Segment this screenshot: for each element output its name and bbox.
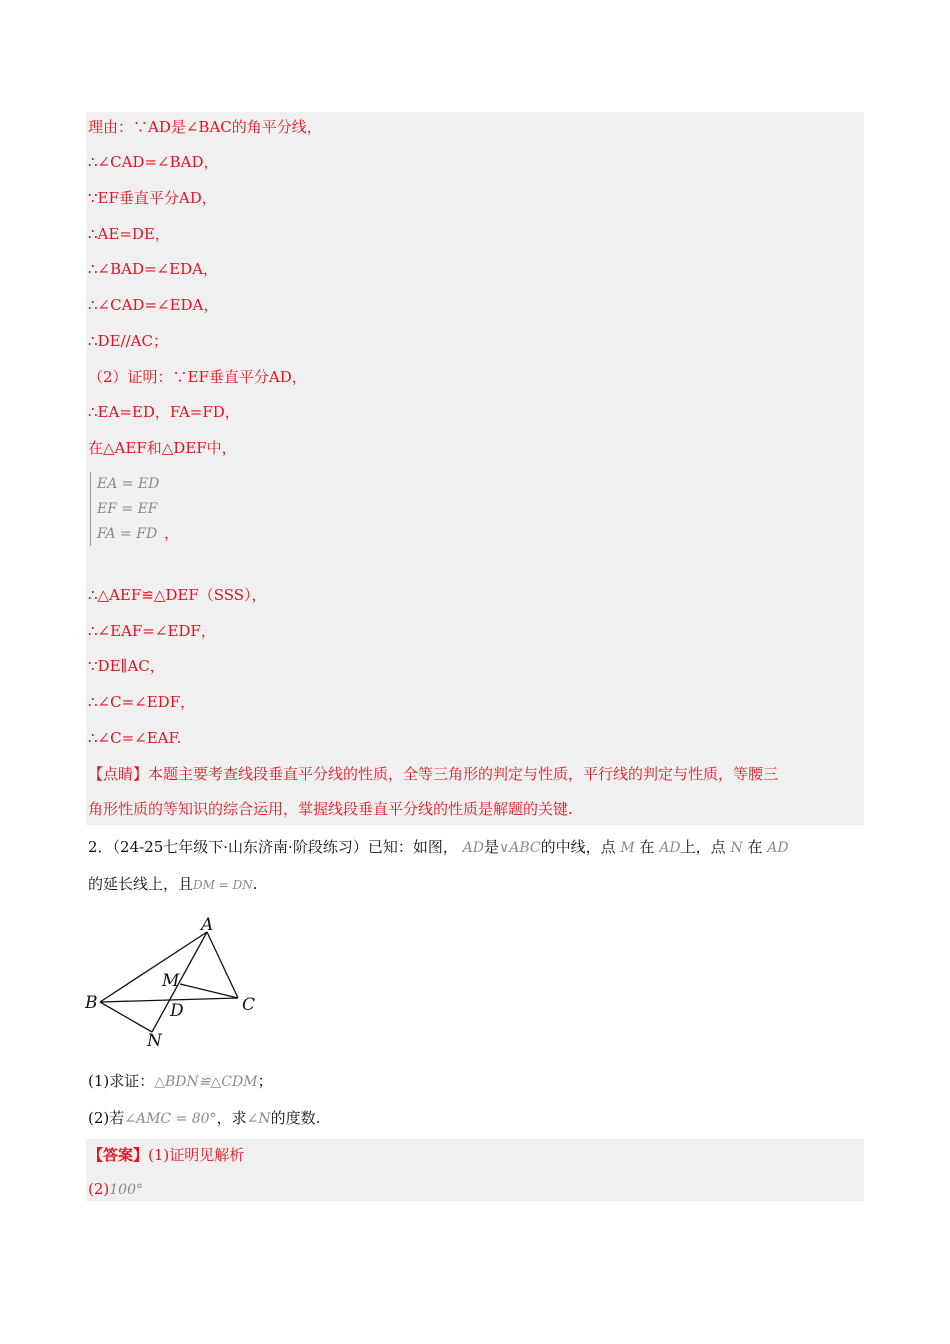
text: 是 [483,838,499,856]
segment-mc [180,984,238,998]
solution-line: ∴AE=DE， [88,225,170,243]
solution-line: ∴△AEF≌△DEF（SSS）， [88,586,267,604]
math-m: M [620,840,635,856]
part-2 [88,1108,320,1129]
solution-line: 理由：∵AD是∠BAC的角平分线， [88,118,322,136]
math-ad: AD [659,840,681,856]
equation-row: EA = ED [97,476,160,492]
text: (1)求证： [88,1072,155,1090]
segment-ac [207,932,238,998]
segment-ba [100,932,207,1002]
math-angle-n: ∠N [246,1111,271,1127]
math-congruence: △BDN≌△CDM [154,1074,258,1090]
text: 的中线，点 [540,838,616,856]
part-1 [88,1071,273,1092]
solution-line: ∴∠CAD=∠BAD， [88,153,219,171]
solution-line: ∴DE//AC； [88,332,168,350]
math-ad: AD [767,840,789,856]
question-source: （24-25七年级下·山东济南·阶段练习）已知：如图， [112,838,458,856]
math-abc: ∨ABC [498,840,541,856]
answer-part-1: (1)证明见解析 [148,1146,245,1164]
comment-line: 角形性质的等知识的综合运用，掌握线段垂直平分线的性质是解题的关键. [88,800,573,818]
solution-line: ∴∠EAF=∠EDF， [88,622,216,640]
label-d: D [170,1001,184,1021]
label-c: C [242,995,256,1015]
text: . [252,875,258,893]
text: (2)若 [88,1109,125,1127]
answer-label: 【答案】 [88,1146,149,1164]
equation-row: EF = EF [97,501,158,517]
text: 的度数. [270,1109,321,1127]
solution-line: ∴EA=ED，FA=FD， [88,403,240,421]
label-m: M [162,971,180,991]
question-line-1 [88,837,789,858]
label-n: N [147,1031,162,1051]
solution-line: 在△AEF和△DEF中， [88,439,237,457]
text: 上，点 [680,838,726,856]
equation-system [90,472,159,546]
text: ，求 [216,1109,247,1127]
math-ad: AD [462,840,484,856]
comment-line: 【点睛】本题主要考查线段垂直平分线的性质，全等三角形的判定与性质，平行线的判定与性质，等腰三 [88,765,779,783]
answer-line-1 [88,1145,244,1165]
answer-line-2 [88,1179,143,1200]
question-line-2 [88,874,258,895]
equation-row: FA = FD [97,526,158,542]
text: 在 [747,838,763,856]
label-b: B [85,993,98,1013]
solution-line: ∴∠BAD=∠EDA， [88,260,218,278]
question-number: 2． [88,838,113,856]
triangle-figure [80,912,270,1052]
math-n: N [730,840,743,856]
text: ； [257,1072,273,1090]
math-dm-dn: DM = DN [193,878,253,892]
solution-line: ∴∠C=∠EDF， [88,693,196,711]
system-comma: ， [164,524,180,542]
solution-line: ∴∠CAD=∠EDA， [88,296,219,314]
answer-part-2-label: (2) [88,1180,110,1198]
text: 的延长线上，且 [88,875,194,893]
text: 在 [639,838,655,856]
solution-line: ∴∠C=∠EAF. [88,729,182,747]
label-a: A [201,915,214,935]
segment-bn [100,1002,152,1032]
solution-block [86,112,864,825]
solution-line: （2）证明：∵EF垂直平分AD， [88,368,307,386]
math-angle-amc: ∠AMC = 80° [124,1111,217,1127]
solution-line: ∵DE∥AC， [88,657,165,675]
solution-line: ∵EF垂直平分AD， [88,189,217,207]
answer-part-2-value: 100° [109,1182,143,1198]
